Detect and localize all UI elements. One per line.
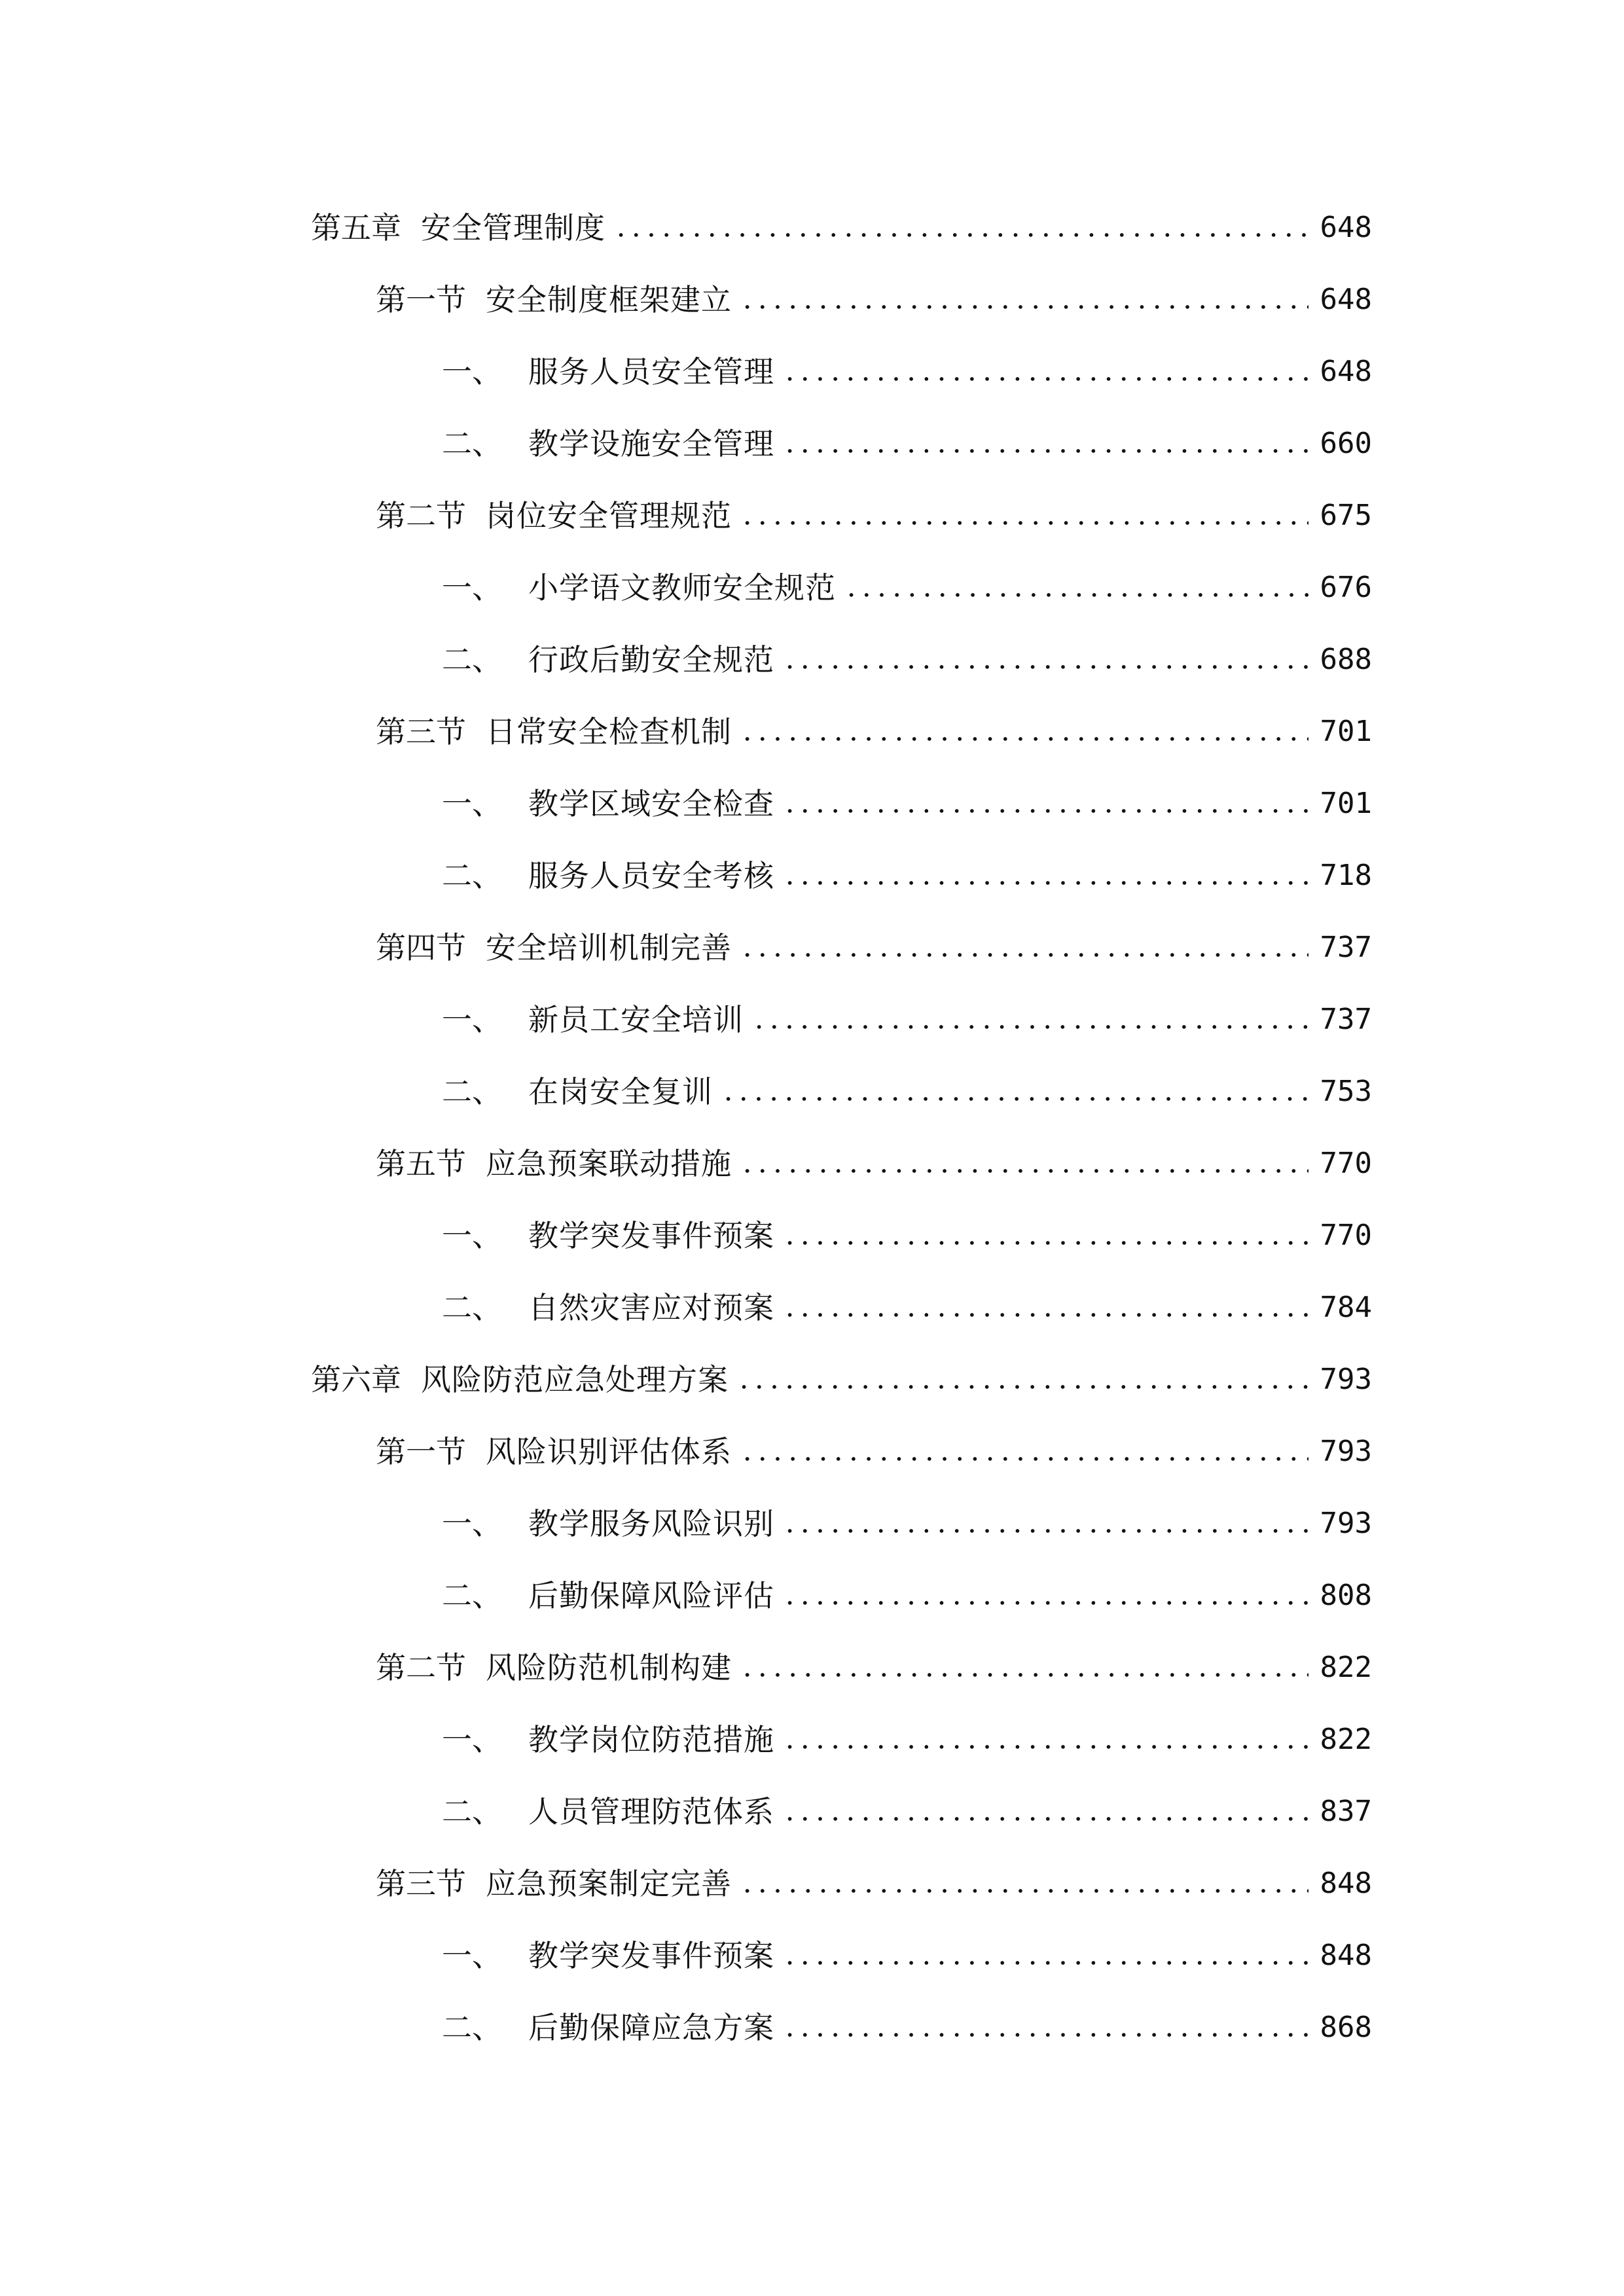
toc-entry-title: 自然灾害应对预案 bbox=[528, 1290, 774, 1325]
toc-entry-title: 后勤保障应急方案 bbox=[528, 2010, 774, 2045]
toc-entry-subsection[interactable] bbox=[442, 1708, 1372, 1761]
dot-leader bbox=[782, 1742, 1308, 1751]
dot-leader bbox=[740, 518, 1308, 528]
toc-entry-title: 行政后勤安全规范 bbox=[528, 642, 774, 677]
toc-entry-page-number: 784 bbox=[1320, 1291, 1372, 1324]
dot-leader bbox=[782, 1526, 1308, 1535]
toc-entry-page-number: 701 bbox=[1320, 787, 1372, 820]
dot-leader bbox=[782, 806, 1308, 816]
toc-entry-page-number: 793 bbox=[1320, 1363, 1372, 1396]
toc-entry-number: 一、 bbox=[442, 1722, 502, 1757]
dot-leader bbox=[782, 2030, 1308, 2039]
toc-entry-subsection[interactable] bbox=[442, 844, 1372, 897]
toc-entry-number: 一、 bbox=[442, 1218, 502, 1253]
toc-entry-title: 教学服务风险识别 bbox=[528, 1506, 774, 1541]
toc-entry-title: 在岗安全复训 bbox=[528, 1074, 713, 1109]
dot-leader bbox=[782, 1238, 1308, 1247]
toc-entry-number: 二、 bbox=[442, 1794, 502, 1829]
toc-entry-page-number: 737 bbox=[1320, 931, 1372, 964]
toc-entry-number: 二、 bbox=[442, 1578, 502, 1613]
toc-entry-subsection[interactable] bbox=[442, 1492, 1372, 1545]
toc-entry-number: 二、 bbox=[442, 1290, 502, 1325]
toc-entry-title: 风险防范机制构建 bbox=[486, 1650, 732, 1685]
toc-entry-subsection[interactable] bbox=[442, 340, 1372, 393]
toc-entry-number: 二、 bbox=[442, 2010, 502, 2045]
toc-entry-page-number: 753 bbox=[1320, 1075, 1372, 1108]
toc-entry-title: 教学突发事件预案 bbox=[528, 1938, 774, 1973]
toc-entry-number: 一、 bbox=[442, 1938, 502, 1973]
toc-entry-page-number: 688 bbox=[1320, 643, 1372, 676]
toc-entry-page-number: 648 bbox=[1320, 283, 1372, 316]
toc-entry-number: 第三节 bbox=[376, 714, 466, 749]
toc-entry-title: 日常安全检查机制 bbox=[486, 714, 732, 749]
toc-entry-subsection[interactable] bbox=[442, 1996, 1372, 2049]
toc-entry-subsection[interactable] bbox=[442, 1276, 1372, 1329]
dot-leader bbox=[782, 1598, 1308, 1607]
toc-entry-subsection[interactable] bbox=[442, 772, 1372, 825]
toc-entry-page-number: 837 bbox=[1320, 1795, 1372, 1828]
dot-leader bbox=[782, 374, 1308, 384]
dot-leader bbox=[782, 1310, 1308, 1319]
dot-leader bbox=[844, 590, 1308, 600]
toc-entry-section[interactable] bbox=[376, 484, 1372, 537]
dot-leader bbox=[740, 1454, 1308, 1463]
dot-leader bbox=[782, 878, 1308, 888]
toc-entry-page-number: 675 bbox=[1320, 499, 1372, 532]
toc-entry-number: 第三节 bbox=[376, 1866, 466, 1901]
toc-entry-number: 二、 bbox=[442, 642, 502, 677]
toc-entry-title: 服务人员安全管理 bbox=[528, 354, 774, 389]
toc-entry-page-number: 822 bbox=[1320, 1651, 1372, 1684]
toc-entry-chapter[interactable] bbox=[311, 196, 1372, 249]
toc-entry-title: 安全管理制度 bbox=[421, 210, 605, 245]
toc-entry-section[interactable] bbox=[376, 1852, 1372, 1905]
toc-entry-number: 二、 bbox=[442, 858, 502, 893]
toc-entry-page-number: 770 bbox=[1320, 1147, 1372, 1180]
dot-leader bbox=[740, 1670, 1308, 1679]
toc-entry-page-number: 660 bbox=[1320, 427, 1372, 460]
toc-entry-subsection[interactable] bbox=[442, 412, 1372, 465]
dot-leader bbox=[782, 1814, 1308, 1823]
toc-entry-number: 第五章 bbox=[311, 210, 401, 245]
toc-entry-page-number: 793 bbox=[1320, 1435, 1372, 1468]
toc-entry-title: 后勤保障风险评估 bbox=[528, 1578, 774, 1613]
toc-entry-section[interactable] bbox=[376, 1420, 1372, 1473]
toc-entry-page-number: 648 bbox=[1320, 355, 1372, 388]
toc-entry-page-number: 676 bbox=[1320, 571, 1372, 604]
toc-entry-title: 小学语文教师安全规范 bbox=[528, 570, 836, 605]
dot-leader bbox=[740, 302, 1308, 312]
toc-entry-title: 教学区域安全检查 bbox=[528, 786, 774, 821]
toc-entry-number: 一、 bbox=[442, 354, 502, 389]
toc-entry-title: 教学岗位防范措施 bbox=[528, 1722, 774, 1757]
toc-entry-number: 第四节 bbox=[376, 930, 466, 965]
toc-entry-page-number: 822 bbox=[1320, 1723, 1372, 1756]
dot-leader bbox=[740, 950, 1308, 960]
toc-entry-page-number: 648 bbox=[1320, 211, 1372, 244]
toc-entry-number: 第二节 bbox=[376, 1650, 466, 1685]
toc-entry-section[interactable] bbox=[376, 1636, 1372, 1689]
toc-entry-number: 一、 bbox=[442, 570, 502, 605]
toc-entry-number: 一、 bbox=[442, 1506, 502, 1541]
dot-leader bbox=[751, 1022, 1308, 1031]
toc-entry-page-number: 718 bbox=[1320, 859, 1372, 892]
toc-entry-number: 第一节 bbox=[376, 1434, 466, 1469]
toc-entry-subsection[interactable] bbox=[442, 628, 1372, 681]
dot-leader bbox=[782, 1958, 1308, 1967]
toc-entry-page-number: 737 bbox=[1320, 1003, 1372, 1036]
toc-entry-title: 风险防范应急处理方案 bbox=[421, 1362, 729, 1397]
dot-leader bbox=[782, 662, 1308, 672]
toc-entry-number: 第五节 bbox=[376, 1146, 466, 1181]
toc-entry-number: 第一节 bbox=[376, 282, 466, 317]
toc-entry-number: 二、 bbox=[442, 426, 502, 461]
dot-leader bbox=[736, 1382, 1308, 1391]
toc-entry-page-number: 808 bbox=[1320, 1579, 1372, 1612]
toc-entry-subsection[interactable] bbox=[442, 1204, 1372, 1257]
toc-entry-page-number: 868 bbox=[1320, 2011, 1372, 2044]
dot-leader bbox=[740, 1166, 1308, 1175]
toc-entry-section[interactable] bbox=[376, 268, 1372, 321]
toc-entry-number: 一、 bbox=[442, 1002, 502, 1037]
toc-entry-title: 教学设施安全管理 bbox=[528, 426, 774, 461]
toc-entry-subsection[interactable] bbox=[442, 988, 1372, 1041]
dot-leader bbox=[721, 1094, 1308, 1103]
toc-entry-title: 教学突发事件预案 bbox=[528, 1218, 774, 1253]
toc-entry-subsection[interactable] bbox=[442, 1564, 1372, 1617]
toc-entry-page-number: 701 bbox=[1320, 715, 1372, 748]
toc-entry-page-number: 848 bbox=[1320, 1867, 1372, 1900]
toc-entry-section[interactable] bbox=[376, 700, 1372, 753]
toc-entry-section[interactable] bbox=[376, 1132, 1372, 1185]
dot-leader bbox=[740, 734, 1308, 744]
toc-entry-subsection[interactable] bbox=[442, 1924, 1372, 1977]
toc-entry-subsection[interactable] bbox=[442, 556, 1372, 609]
toc-entry-chapter[interactable] bbox=[311, 1348, 1372, 1401]
toc-entry-title: 安全制度框架建立 bbox=[486, 282, 732, 317]
dot-leader bbox=[613, 230, 1308, 240]
toc-entry-subsection[interactable] bbox=[442, 1060, 1372, 1113]
toc-entry-number: 第六章 bbox=[311, 1362, 401, 1397]
toc-entry-number: 二、 bbox=[442, 1074, 502, 1109]
toc-entry-number: 一、 bbox=[442, 786, 502, 821]
toc-entry-title: 应急预案联动措施 bbox=[486, 1146, 732, 1181]
toc-entry-subsection[interactable] bbox=[442, 1780, 1372, 1833]
toc-entry-page-number: 770 bbox=[1320, 1219, 1372, 1252]
toc-entry-title: 应急预案制定完善 bbox=[486, 1866, 732, 1901]
toc-entry-number: 第二节 bbox=[376, 498, 466, 533]
toc-entry-title: 新员工安全培训 bbox=[528, 1002, 744, 1037]
toc-entry-section[interactable] bbox=[376, 916, 1372, 969]
toc-entry-title: 服务人员安全考核 bbox=[528, 858, 774, 893]
toc-entry-page-number: 848 bbox=[1320, 1939, 1372, 1972]
dot-leader bbox=[782, 446, 1308, 456]
toc-entry-title: 岗位安全管理规范 bbox=[486, 498, 732, 533]
toc-entry-page-number: 793 bbox=[1320, 1507, 1372, 1540]
toc-entry-title: 安全培训机制完善 bbox=[486, 930, 732, 965]
toc-entry-title: 风险识别评估体系 bbox=[486, 1434, 732, 1469]
toc-entry-title: 人员管理防范体系 bbox=[528, 1794, 774, 1829]
dot-leader bbox=[740, 1886, 1308, 1895]
